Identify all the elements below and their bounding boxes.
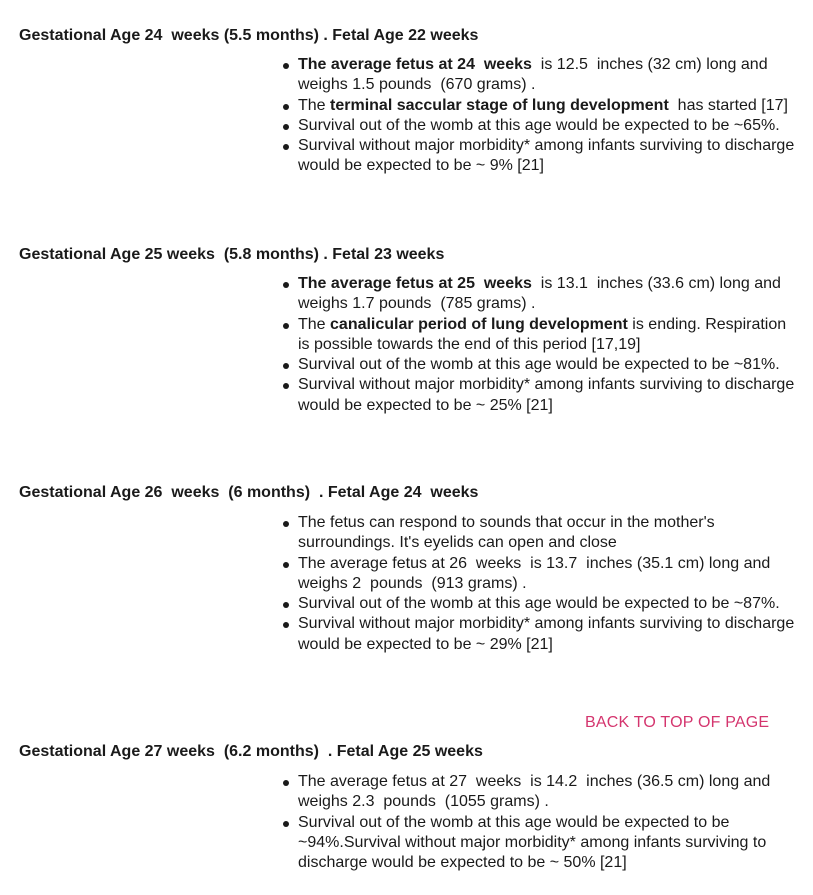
list-item: Survival out of the womb at this age would be expected to be ~94%.Survival without major morbidity* among infants surviving to discharge would be expected to be ~ 50% [21] <box>298 813 798 874</box>
fact-lead: The average fetus at 25 weeks <box>298 275 532 292</box>
fact-lead: The average fetus at 24 weeks <box>298 56 532 73</box>
section-heading-week-27: Gestational Age 27 weeks (6.2 months) . Fetal Age 25 weeks <box>19 743 483 760</box>
list-item <box>298 274 798 315</box>
fact-list-week-27 <box>298 772 798 873</box>
fact-emphasis: terminal saccular stage of lung development <box>330 96 669 114</box>
list-item: Survival out of the womb at this age would be expected to be ~65%. <box>298 116 798 136</box>
fact-text: is 13.1 inches (33.6 cm) long and weighs 1.7 pounds (785 grams) . <box>298 275 786 313</box>
list-item: Survival out of the womb at this age would be expected to be ~81%. <box>298 355 798 375</box>
list-item: Survival without major morbidity* among infants surviving to discharge would be expected to be ~ 25% [21] <box>298 375 798 416</box>
list-item <box>298 315 798 356</box>
fact-text: The <box>298 315 331 333</box>
section-heading-week-25: Gestational Age 25 weeks (5.8 months) . Fetal 23 weeks <box>19 246 445 263</box>
section-heading-week-24: Gestational Age 24 weeks (5.5 months) . Fetal Age 22 weeks <box>19 27 479 44</box>
list-item: Survival without major morbidity* among infants surviving to discharge would be expected to be ~ 29% [21] <box>298 614 798 655</box>
fact-text: is ending. Respiration is possible towards the end of this period [17,19] <box>298 315 791 353</box>
list-item: The average fetus at 27 weeks is 14.2 inches (36.5 cm) long and weighs 2.3 pounds (1055 grams) . <box>298 772 798 813</box>
fact-text: is 12.5 inches (32 cm) long and weighs 1.5 pounds (670 grams) . <box>298 56 773 94</box>
list-item: Survival without major morbidity* among infants surviving to discharge would be expected to be ~ 9% [21] <box>298 136 798 177</box>
fact-emphasis: canalicular period of lung development <box>330 315 628 333</box>
section-heading-week-26: Gestational Age 26 weeks (6 months) . Fetal Age 24 weeks <box>19 484 479 501</box>
list-item: The fetus can respond to sounds that occur in the mother's surroundings. It's eyelids can open and close <box>298 513 798 554</box>
fact-text: The <box>298 96 331 114</box>
list-item <box>298 96 798 116</box>
list-item: Survival out of the womb at this age would be expected to be ~87%. <box>298 594 798 614</box>
fact-list-week-25 <box>298 274 798 416</box>
list-item <box>298 55 798 96</box>
back-to-top-link[interactable]: BACK TO TOP OF PAGE <box>585 714 770 731</box>
fact-list-week-24 <box>298 55 798 177</box>
fact-list-week-26 <box>298 513 798 655</box>
fact-text: has started [17] <box>668 96 788 114</box>
list-item: The average fetus at 26 weeks is 13.7 inches (35.1 cm) long and weighs 2 pounds (913 grams) . <box>298 554 798 595</box>
